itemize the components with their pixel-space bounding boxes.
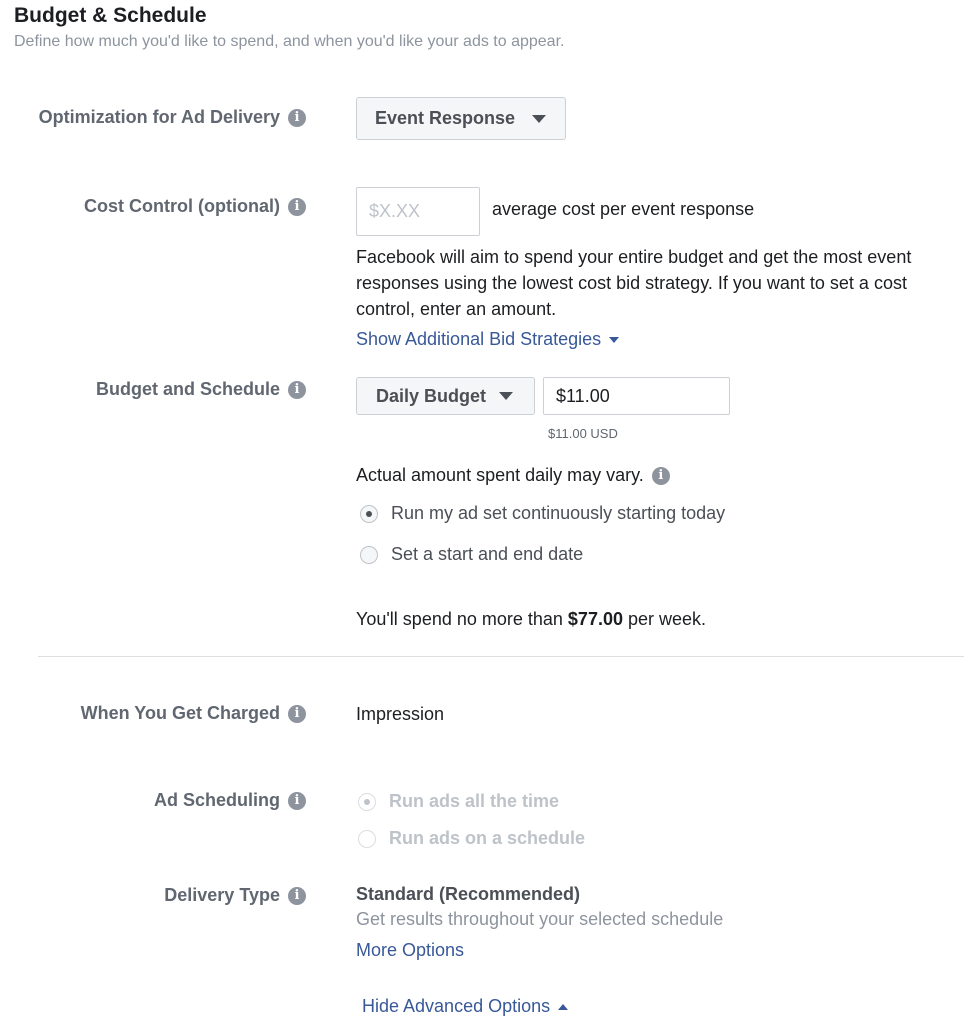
budget-option-start-end[interactable] xyxy=(360,544,583,565)
scheduling-option-label: Run ads all the time xyxy=(389,791,560,811)
more-options-link[interactable] xyxy=(356,940,464,961)
info-icon[interactable]: i xyxy=(288,887,306,905)
delivery-description: Get results throughout your selected schedule xyxy=(356,909,724,929)
show-bid-strategies-label: Show Additional Bid Strategies xyxy=(356,329,602,349)
show-bid-strategies-link[interactable] xyxy=(356,329,619,350)
budget-note: Actual amount spent daily may vary. xyxy=(356,465,644,485)
scheduling-label-row xyxy=(154,790,306,811)
scheduling-label: Ad Scheduling xyxy=(154,790,280,810)
caret-down-icon xyxy=(499,392,513,400)
budget-option-label: Set a start and end date xyxy=(391,544,584,564)
optimization-label-row xyxy=(39,107,306,128)
radio-button-checked[interactable] xyxy=(358,793,376,811)
section-subtitle: Define how much you'd like to spend, and when you'd like your ads to appear. xyxy=(14,33,565,50)
budget-type-dropdown[interactable] xyxy=(356,377,535,415)
weekly-spend-suffix: per week. xyxy=(622,609,707,629)
info-icon[interactable]: i xyxy=(288,198,306,216)
cost-control-label-row xyxy=(84,196,306,217)
radio-button[interactable] xyxy=(358,830,376,848)
info-icon[interactable]: i xyxy=(288,792,306,810)
hide-advanced-options-link[interactable] xyxy=(362,996,568,1017)
optimization-dropdown-value: Event Response xyxy=(375,108,516,128)
info-icon[interactable]: i xyxy=(288,705,306,723)
info-icon[interactable]: i xyxy=(652,467,670,485)
cost-control-suffix: average cost per event response xyxy=(492,199,755,219)
charged-value: Impression xyxy=(356,704,445,724)
hide-advanced-options-label: Hide Advanced Options xyxy=(362,996,551,1016)
more-options-label: More Options xyxy=(356,940,465,960)
budget-type-value: Daily Budget xyxy=(376,385,487,406)
scheduling-option-schedule[interactable] xyxy=(358,828,585,849)
charged-label: When You Get Charged xyxy=(80,703,280,723)
info-icon[interactable]: i xyxy=(288,109,306,127)
radio-button[interactable] xyxy=(360,546,378,564)
weekly-spend-amount: $77.00 xyxy=(567,609,623,629)
info-icon[interactable]: i xyxy=(288,381,306,399)
charged-label-row xyxy=(81,703,306,724)
budget-label: Budget and Schedule xyxy=(95,379,280,399)
budget-amount-usd: $11.00 USD xyxy=(548,426,618,441)
delivery-value: Standard (Recommended) xyxy=(356,884,581,904)
optimization-dropdown[interactable] xyxy=(356,97,566,140)
budget-amount-input[interactable] xyxy=(543,377,730,415)
budget-option-label: Run my ad set continuously starting today xyxy=(391,503,726,523)
budget-option-continuous[interactable] xyxy=(360,503,725,524)
section-title: Budget & Schedule xyxy=(14,4,207,27)
section-divider xyxy=(38,656,964,657)
delivery-label-row xyxy=(164,885,306,906)
optimization-label: Optimization for Ad Delivery xyxy=(38,107,280,127)
scheduling-option-all-time[interactable] xyxy=(358,791,559,812)
caret-down-icon xyxy=(532,115,546,123)
radio-button-checked[interactable] xyxy=(360,505,378,523)
weekly-spend-prefix: You'll spend no more than xyxy=(356,609,568,629)
delivery-label: Delivery Type xyxy=(164,885,280,905)
cost-control-input[interactable] xyxy=(356,187,480,236)
scheduling-option-label: Run ads on a schedule xyxy=(389,828,586,848)
cost-control-label: Cost Control (optional) xyxy=(84,196,280,216)
budget-label-row xyxy=(96,379,306,400)
budget-note-row xyxy=(356,465,670,486)
cost-control-description: Facebook will aim to spend your entire budget and get the most event responses using the lowest cost bid strategy. If you want to set a cost control, enter an amount. xyxy=(356,247,912,319)
caret-down-icon xyxy=(609,337,619,343)
caret-up-icon xyxy=(558,1004,568,1010)
weekly-spend-text xyxy=(356,609,706,630)
